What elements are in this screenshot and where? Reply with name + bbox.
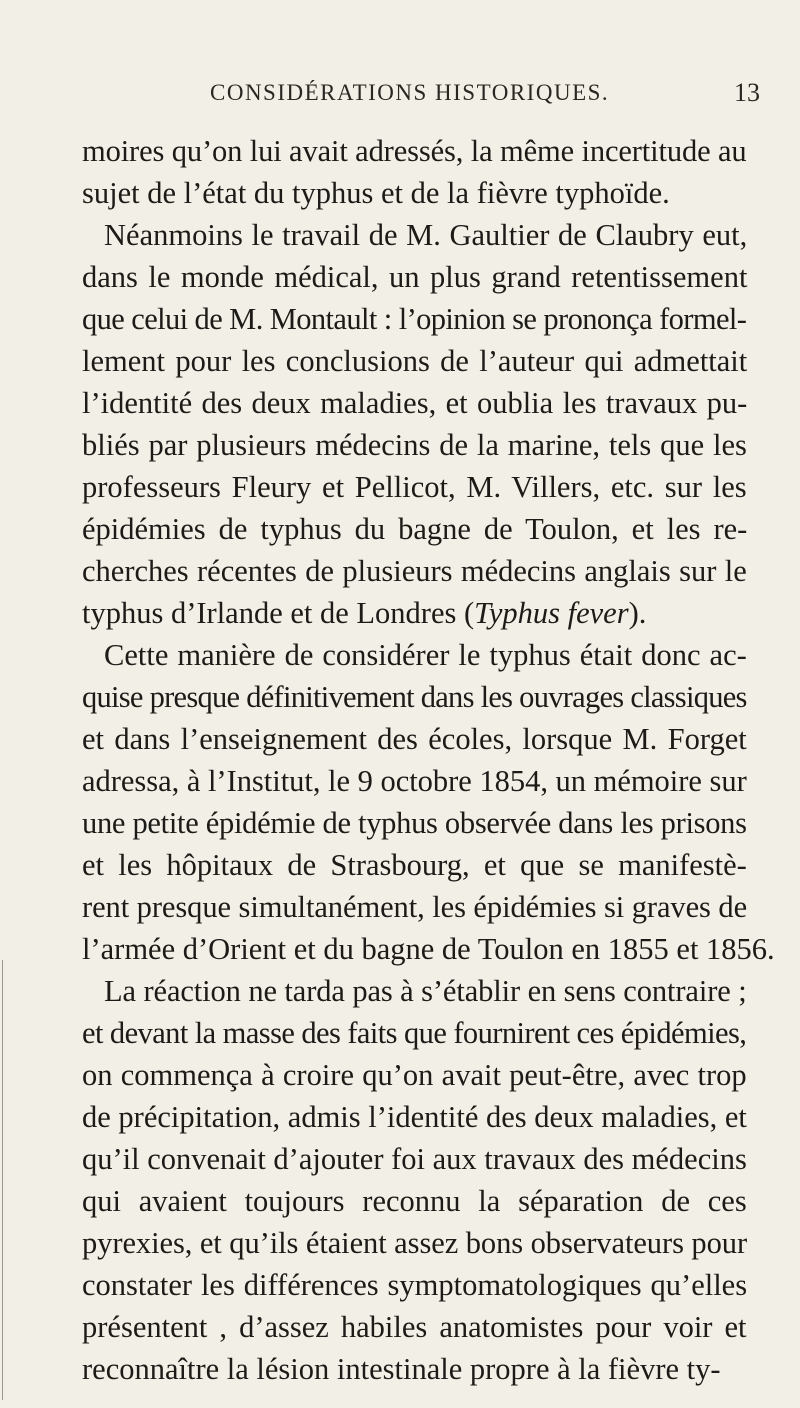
text-line: et devant la masse des faits que fournirent ces épidémies,: [82, 1016, 747, 1050]
text-line: reconnaître la lésion intestinale propre à la fièvre ty-: [82, 1352, 721, 1386]
text-line: une petite épidémie de typhus observée dans les prisons: [82, 806, 747, 840]
italic-term: Typhus fever: [474, 596, 629, 630]
line-text-after: ).: [628, 596, 647, 630]
paragraph-start-line: Néanmoins le travail de M. Gaultier de Claubry eut,: [104, 218, 748, 252]
text-line: sujet de l’état du typhus et de la fièvre typhoïde.: [82, 176, 670, 210]
text-line: qui avaient toujours reconnu la séparation de ces: [82, 1184, 747, 1218]
text-line: de précipitation, admis l’identité des deux maladies, et: [82, 1100, 747, 1134]
text-line: l’identité des deux maladies, et oublia les travaux pu-: [82, 386, 748, 420]
running-title: CONSIDÉRATIONS HISTORIQUES.: [210, 80, 610, 105]
text-line: cherches récentes de plusieurs médecins anglais sur le: [82, 554, 747, 588]
text-line: que celui de M. Montault : l’opinion se prononça formel-: [82, 302, 747, 336]
text-line: on commença à croire qu’on avait peut-être, avec trop: [82, 1058, 747, 1092]
paragraph-start-line: La réaction ne tarda pas à s’établir en sens contraire ;: [104, 974, 747, 1008]
text-line: bliés par plusieurs médecins de la marine, tels que les: [82, 428, 747, 462]
text-line: constater les différences symptomatologiques qu’elles: [82, 1268, 748, 1302]
text-line: et les hôpitaux de Strasbourg, et que se manifestè-: [82, 848, 747, 882]
text-line: pyrexies, et qu’ils étaient assez bons observateurs pour: [82, 1226, 748, 1260]
text-line: dans le monde médical, un plus grand retentissement: [82, 260, 748, 294]
text-line: l’armée d’Orient et du bagne de Toulon en 1855 et 1856.: [82, 932, 775, 966]
page-number: 13: [734, 78, 760, 107]
text-line: moires qu’on lui avait adressés, la même incertitude au: [82, 134, 747, 168]
gutter-edge: [2, 960, 3, 1400]
paragraph-start-line: Cette manière de considérer le typhus était donc ac-: [104, 638, 747, 672]
text-line: professeurs Fleury et Pellicot, M. Villers, etc. sur les: [82, 470, 747, 504]
text-line: quise presque définitivement dans les ouvrages classiques: [82, 680, 747, 714]
text-line: présentent , d’assez habiles anatomistes pour voir et: [82, 1310, 747, 1344]
text-line: lement pour les conclusions de l’auteur qui admettait: [82, 344, 748, 378]
text-line: épidémies de typhus du bagne de Toulon, et les re-: [82, 512, 748, 546]
line-text: typhus d’Irlande et de Londres (: [82, 596, 475, 630]
text-line: rent presque simultanément, les épidémies si graves de: [82, 890, 748, 924]
text-line: et dans l’enseignement des écoles, lorsque M. Forget: [82, 722, 747, 756]
text-line: qu’il convenait d’ajouter foi aux travaux des médecins: [82, 1142, 747, 1176]
text-line-with-italic: [82, 592, 646, 634]
text-line: adressa, à l’Institut, le 9 octobre 1854, un mémoire sur: [82, 764, 747, 798]
